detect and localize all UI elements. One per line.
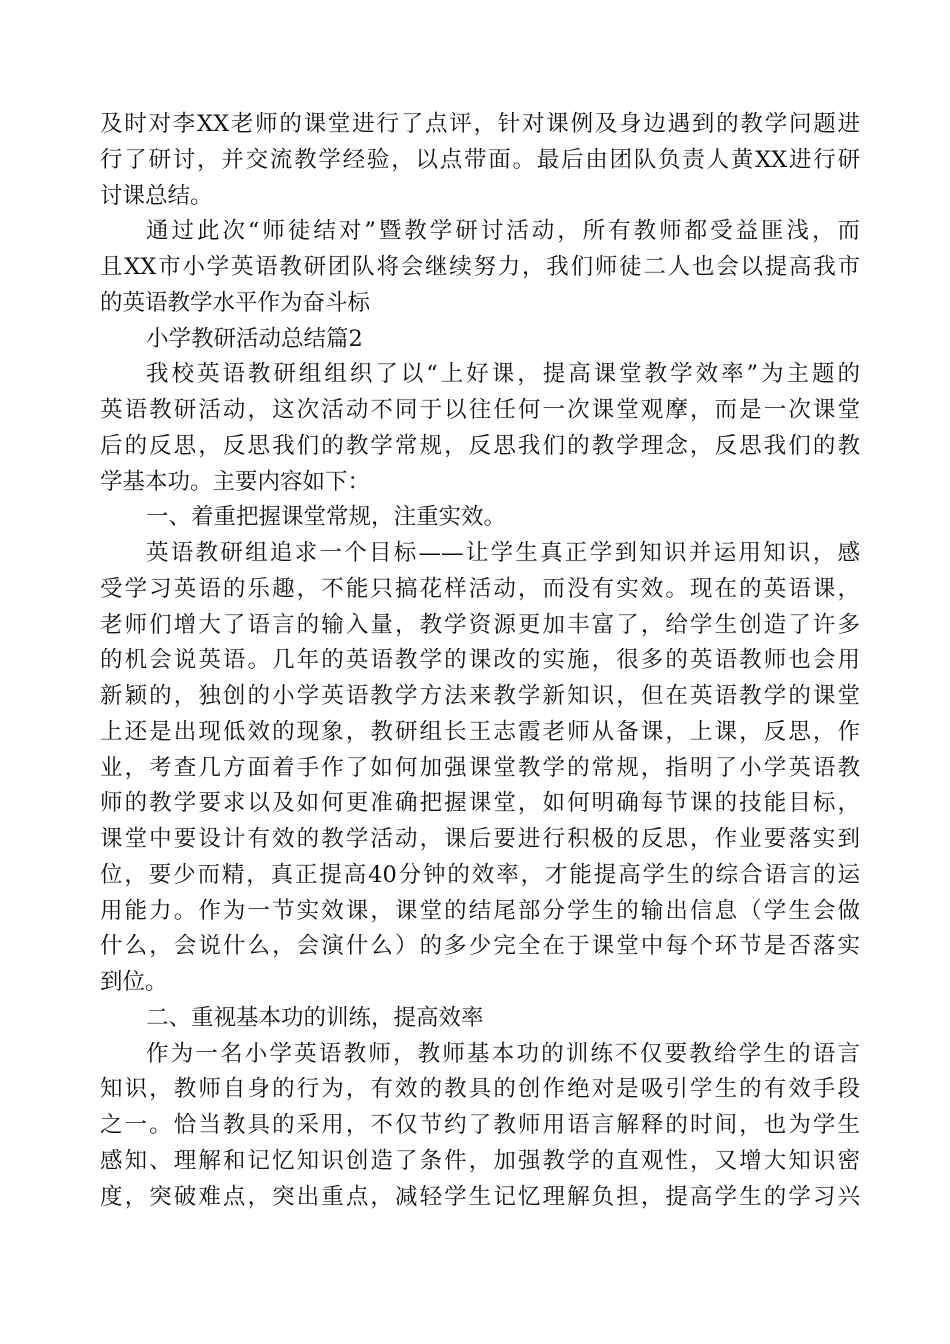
text-line: 位，要少而精，真正提高40分钟的效率，才能提高学生的综合语言的运 [100,861,860,888]
text-line: 学基本功。主要内容如下： [100,468,371,495]
text-line: 上还是出现低效的现象，教研组长王志霞老师从备课，上课，反思，作 [100,718,860,745]
text-line: 业，考查几方面着手作了如何加强课堂教学的常规，指明了小学英语教 [100,754,860,781]
text-line: 课堂中要设计有效的教学活动，课后要进行积极的反思，作业要落实到 [100,826,860,852]
text-line: 行了研讨，并交流教学经验，以点带面。最后由团队负责人黄XX进行研 [100,146,860,173]
text-line: 的英语教学水平作为奋斗标 [100,289,371,316]
text-line: 知识，教师自身的行为，有效的教具的创作绝对是吸引学生的有效手段 [100,1076,860,1103]
text-line: 我校英语教研组组织了以“上好课，提高课堂教学效率”为主题的 [146,361,860,388]
text-line: 通过此次“师徒结对”暨教学研讨活动，所有教师都受益匪浅，而 [146,218,860,245]
text-line: 的机会说英语。几年的英语教学的课改的实施，很多的英语教师也会用 [100,647,860,674]
text-line: 到位。 [100,969,168,995]
text-line: 后的反思，反思我们的教学常规，反思我们的教学理念，反思我们的教 [100,432,860,459]
text-line: 英语教研组追求一个目标——让学生真正学到知识并运用知识，感 [146,540,860,566]
text-line: 新颖的，独创的小学英语教学方法来教学新知识，但在英语教学的课堂 [100,683,860,709]
text-line: 受学习英语的乐趣，不能只搞花样活动，而没有实效。现在的英语课， [100,575,860,602]
document-body [100,107,860,1215]
text-line: 感知、理解和记忆知识创造了条件，加强教学的直观性，又增大知识密 [100,1147,860,1174]
text-line: 及时对李XX老师的课堂进行了点评，针对课例及身边遇到的教学问题进 [100,111,860,137]
text-line: 一、着重把握课堂常规，注重实效。 [146,504,507,531]
text-line: 小学教研活动总结篇2 [146,325,363,352]
text-line: 度，突破难点，突出重点，减轻学生记忆理解负担，提高学生的学习兴 [100,1183,860,1210]
text-line: 作为一名小学英语教师，教师基本功的训练不仅要教给学生的语言 [146,1040,860,1067]
text-line: 老师们增大了语言的输入量，教学资源更加丰富了，给学生创造了许多 [100,611,860,638]
text-line: 且XX市小学英语教研团队将会继续努力，我们师徒二人也会以提高我市 [100,254,860,280]
text-line: 之一。恰当教具的采用，不仅节约了教师用语言解释的时间，也为学生 [100,1112,860,1138]
text-line: 什么，会说什么，会演什么）的多少完全在于课堂中每个环节是否落实 [100,933,860,960]
text-line: 讨课总结。 [100,182,213,209]
text-line: 用能力。作为一节实效课，课堂的结尾部分学生的输出信息（学生会做 [100,897,860,924]
text-line: 英语教研活动，这次活动不同于以往任何一次课堂观摩，而是一次课堂 [100,397,860,423]
text-line: 师的教学要求以及如何更准确把握课堂，如何明确每节课的技能目标， [100,790,860,817]
text-line: 二、重视基本功的训练，提高效率 [146,1004,484,1031]
